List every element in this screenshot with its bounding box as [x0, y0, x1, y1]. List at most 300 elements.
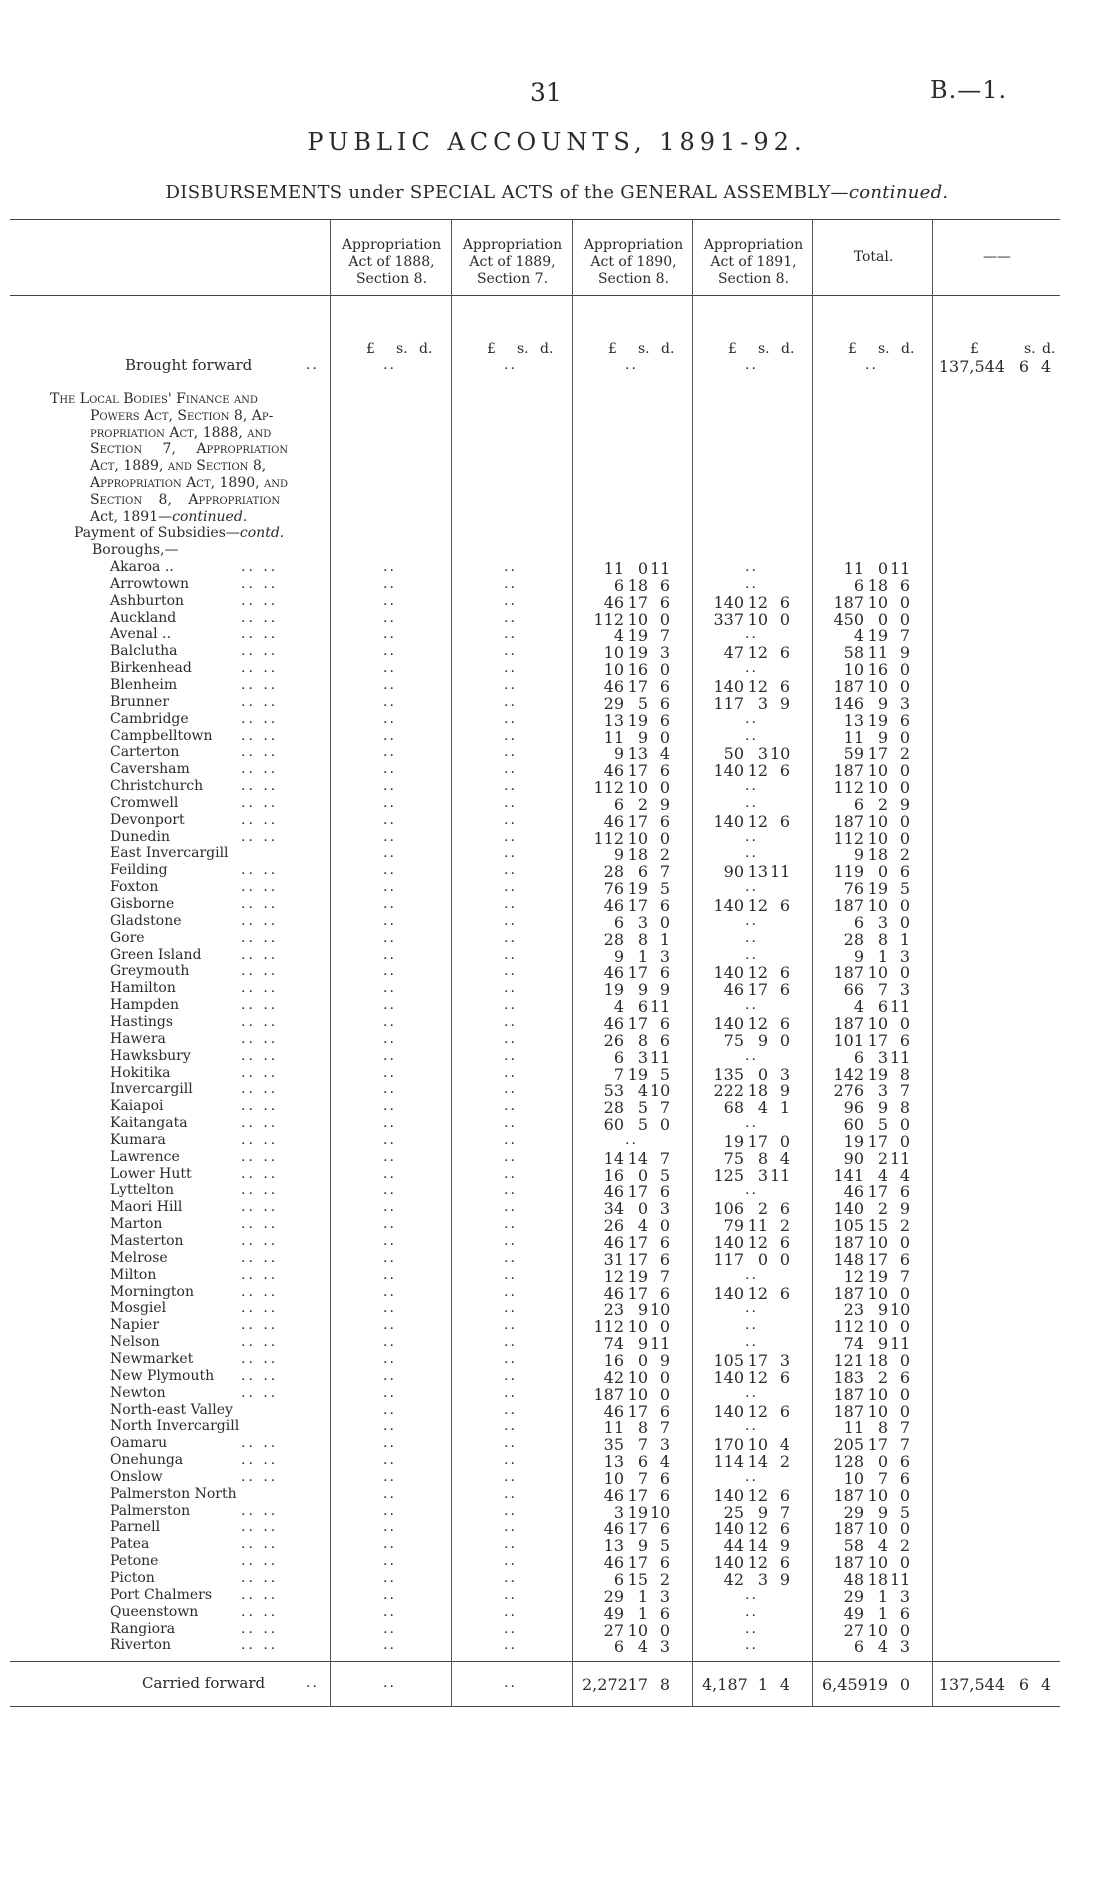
shillings-value: 19: [627, 1266, 648, 1286]
borough-name: Hamilton: [110, 980, 176, 997]
pounds-value: 146: [833, 693, 864, 713]
leader-dots: .. ..: [241, 1502, 279, 1519]
pounds-value: 4: [853, 997, 864, 1017]
borough-name: Masterton: [110, 1233, 184, 1249]
pounds-value: 187: [833, 1384, 864, 1404]
borough-name: Parnell: [110, 1519, 161, 1536]
shillings-value: 17: [627, 1553, 648, 1573]
pounds-value: 106: [713, 1199, 744, 1219]
empty-cell-dots: ..: [383, 575, 396, 592]
empty-cell-dots: ..: [383, 845, 396, 862]
empty-cell-dots: ..: [383, 1081, 396, 1098]
pence-value: 3: [899, 1637, 910, 1657]
amount-1890: [582, 1216, 682, 1236]
pounds-value: 187: [833, 1233, 864, 1252]
shilling-unit: s.: [396, 341, 408, 357]
empty-cell-dots: ..: [383, 1675, 396, 1691]
shillings-value: 4: [757, 1098, 768, 1118]
empty-cell-dots: ..: [383, 1013, 396, 1030]
amount-1890: [582, 1065, 682, 1082]
borough-name: Melrose: [110, 1249, 168, 1266]
pence-value: 6: [659, 575, 670, 595]
empty-cell-dots: ..: [383, 946, 396, 963]
amount-1890: [582, 1604, 682, 1621]
pounds-value: 9: [613, 845, 624, 865]
pounds-value: 26: [603, 1030, 624, 1050]
act-heading-line: propriation Act, 1888, and: [90, 424, 272, 441]
amount-1890: [582, 1385, 682, 1402]
empty-cell-dots: ..: [504, 693, 517, 710]
pence-value: 6: [779, 592, 790, 612]
amount-1890: [582, 1199, 682, 1219]
shillings-value: 12: [747, 1283, 768, 1303]
leader-dots: .. ..: [241, 1013, 279, 1030]
leader-dots: .. ..: [241, 1030, 279, 1047]
pounds-value: 112: [833, 828, 864, 848]
pounds-value: 135: [713, 1064, 744, 1084]
empty-cell-dots: ..: [383, 1131, 396, 1148]
pounds-value: 58: [843, 1536, 864, 1556]
empty-cell-dots: ..: [383, 1384, 396, 1401]
pence-value: 8: [659, 1675, 670, 1694]
empty-cell-dots: ..: [504, 811, 517, 828]
amount-total: [822, 1469, 922, 1486]
pence-value: 7: [899, 1435, 910, 1455]
leader-dots: .. ..: [241, 1350, 279, 1367]
borough-name: Hawera: [110, 1030, 166, 1047]
amount-1891: [702, 1250, 802, 1267]
amount-1890: [582, 947, 682, 964]
empty-cell-dots: ..: [745, 1115, 758, 1132]
subtitle-main: DISBURSEMENTS under SPECIAL ACTS of the GENERAL ASSEMBLY—: [165, 182, 849, 203]
pence-value: 0: [659, 727, 670, 747]
pounds-value: 140: [713, 896, 744, 915]
leader-dots: .. ..: [241, 1384, 279, 1401]
pounds-value: 16: [603, 1165, 624, 1185]
shillings-value: 17: [627, 1519, 648, 1539]
pounds-value: 105: [833, 1216, 864, 1236]
borough-name: Palmerston: [110, 1502, 191, 1519]
pounds-value: 44: [723, 1536, 744, 1556]
pence-value: 9: [779, 693, 790, 713]
amount-1890: [582, 930, 682, 947]
amount-1890: [582, 744, 682, 764]
empty-cell-dots: ..: [504, 1570, 517, 1586]
shillings-value: 10: [867, 1384, 888, 1404]
shillings-value: 0: [877, 862, 888, 882]
pounds-value: 6: [853, 1637, 864, 1657]
amount-1890: [582, 1435, 682, 1455]
empty-cell-dots: ..: [504, 1047, 517, 1064]
pence-value: 2: [899, 1536, 910, 1556]
pence-value: 0: [779, 1030, 790, 1050]
empty-cell-dots: ..: [383, 1266, 396, 1283]
amount-total: [822, 1098, 922, 1118]
pence-value: 0: [899, 828, 910, 848]
pounds-value: 46: [723, 980, 744, 1000]
pence-value: 3: [659, 946, 670, 966]
pence-value: 11: [770, 1165, 791, 1185]
pence-value: 9: [899, 1199, 910, 1219]
empty-cell-dots: ..: [383, 1603, 396, 1620]
pence-value: 11: [890, 1334, 911, 1354]
pence-value: 0: [899, 761, 910, 781]
pence-value: 0: [899, 676, 910, 696]
shillings-value: 2: [877, 1199, 888, 1219]
pence-value: 6: [659, 1013, 670, 1033]
amount-1890: [582, 1031, 682, 1048]
pounds-value: 183: [833, 1367, 864, 1387]
shillings-value: 12: [747, 643, 768, 663]
leader-dots: ..: [306, 1675, 319, 1691]
pounds-value: 140: [713, 1519, 744, 1539]
shillings-value: 12: [747, 592, 768, 612]
carried-forward-grand: [938, 1675, 1056, 1692]
empty-cell-dots: ..: [745, 1384, 758, 1401]
pound-unit: £: [608, 341, 617, 357]
pence-value: 6: [779, 980, 790, 1000]
borough-name: Milton: [110, 1266, 157, 1283]
leader-dots: .. ..: [241, 1148, 279, 1165]
leader-dots: .. ..: [241, 592, 279, 609]
empty-cell-dots: ..: [383, 1047, 396, 1064]
leader-dots: .. ..: [241, 643, 279, 660]
subsidies-heading-text: Payment of Subsidies—: [74, 525, 240, 541]
amount-total: [822, 1587, 922, 1604]
empty-cell-dots: ..: [383, 1536, 396, 1553]
shillings-value: 3: [757, 1570, 768, 1589]
boroughs-heading: Boroughs,—: [92, 542, 179, 558]
shillings-value: 18: [867, 575, 888, 595]
shillings-value: 17: [747, 1350, 768, 1370]
shillings-value: 9: [637, 727, 648, 747]
shillings-value: 7: [877, 980, 888, 1000]
shillings-value: 6: [637, 862, 648, 882]
amount-total: [822, 660, 922, 680]
pence-value: 0: [899, 1350, 910, 1370]
shillings-value: 12: [747, 896, 768, 915]
empty-cell-dots: ..: [383, 794, 396, 811]
pounds-value: 187: [833, 761, 864, 781]
pounds-value: 46: [843, 1182, 864, 1202]
amount-1890: [582, 1317, 682, 1337]
empty-cell-dots: ..: [504, 997, 517, 1014]
empty-cell-dots: ..: [383, 811, 396, 828]
shillings-value: 11: [867, 643, 888, 663]
amount-1890: [582, 677, 682, 694]
amount-1891: [702, 1536, 802, 1556]
shillings-value: 9: [877, 693, 888, 713]
pounds-value: 19: [603, 980, 624, 1000]
pence-value: 11: [650, 1047, 671, 1067]
pence-value: 7: [899, 1266, 910, 1286]
shillings-value: 10: [867, 676, 888, 696]
pounds-value: 13: [603, 1536, 624, 1556]
leader-dots: .. ..: [241, 575, 279, 592]
leader-dots: .. ..: [241, 997, 279, 1014]
shillings-value: 10: [867, 761, 888, 781]
pence-value: 0: [779, 1249, 790, 1269]
shillings-value: 8: [637, 1030, 648, 1050]
pence-unit: d.: [419, 341, 433, 357]
pounds-value: 222: [713, 1081, 744, 1101]
empty-cell-dots: ..: [383, 912, 396, 929]
empty-cell-dots: ..: [504, 1300, 517, 1317]
pence-value: 8: [899, 1064, 910, 1084]
empty-cell-dots: ..: [504, 1620, 517, 1637]
pence-value: 0: [899, 1553, 910, 1573]
shillings-value: 17: [627, 963, 648, 983]
empty-cell-dots: ..: [504, 1115, 517, 1132]
shillings-value: 12: [747, 1367, 768, 1387]
empty-cell-dots: ..: [504, 946, 517, 963]
shillings-value: 3: [757, 693, 768, 713]
shillings-value: 10: [627, 1620, 648, 1640]
empty-cell-dots: ..: [383, 896, 396, 912]
pounds-value: 47: [723, 643, 744, 663]
amount-1891: [702, 1284, 802, 1301]
empty-cell-dots: ..: [504, 592, 517, 609]
amount-1891: [702, 1065, 802, 1082]
empty-cell-dots: ..: [504, 1367, 517, 1384]
empty-cell-dots: ..: [504, 1148, 517, 1165]
shillings-value: 12: [747, 811, 768, 831]
shillings-value: 5: [637, 1098, 648, 1118]
shillings-value: 12: [747, 1401, 768, 1421]
pence-value: 2: [779, 1452, 790, 1472]
pence-unit: d.: [901, 341, 915, 357]
empty-cell-dots: ..: [383, 1249, 396, 1266]
empty-cell-dots: ..: [383, 1418, 396, 1435]
pence-value: 1: [659, 929, 670, 949]
amount-total: [822, 963, 922, 983]
pence-value: 2: [899, 744, 910, 764]
empty-cell-dots: ..: [383, 1115, 396, 1132]
shillings-value: 15: [867, 1216, 888, 1236]
shilling-unit: s.: [517, 341, 529, 357]
amount-1890: [582, 728, 682, 745]
page-reference: B.—1.: [930, 76, 1008, 104]
shillings-value: 9: [637, 980, 648, 1000]
empty-cell-dots: ..: [504, 1249, 517, 1266]
shillings-value: 12: [747, 676, 768, 696]
pence-value: 0: [659, 660, 670, 680]
empty-cell-dots: ..: [383, 1637, 396, 1654]
amount-total: [822, 761, 922, 781]
leader-dots: .. ..: [241, 1468, 279, 1485]
amount-total: [822, 1300, 922, 1320]
amount-total: [822, 1536, 922, 1556]
page-number: 31: [530, 78, 562, 107]
empty-cell-dots: ..: [383, 761, 396, 778]
pounds-value: 187: [833, 1283, 864, 1303]
amount-1890: [582, 1098, 682, 1118]
pence-value: 3: [779, 1350, 790, 1370]
pence-value: 6: [659, 1468, 670, 1488]
leader-dots: .. ..: [241, 828, 279, 845]
empty-cell-dots: ..: [383, 676, 396, 693]
pence-value: 10: [650, 1502, 671, 1522]
shillings-value: 18: [747, 1081, 768, 1101]
shillings-value: 10: [867, 1233, 888, 1252]
amount-1890: [582, 1115, 682, 1135]
pence-value: 6: [659, 1233, 670, 1252]
amount-total: [822, 1115, 922, 1135]
empty-cell-dots: ..: [504, 1468, 517, 1485]
pence-unit: d.: [1042, 341, 1056, 357]
pence-value: 5: [659, 879, 670, 899]
pence-value: 0: [659, 912, 670, 932]
pence-value: 6: [899, 575, 910, 595]
pounds-value: 74: [843, 1334, 864, 1354]
shillings-value: 8: [637, 929, 648, 949]
amount-1890: [582, 1166, 682, 1183]
pounds-value: 42: [603, 1367, 624, 1387]
amount-1890: [582, 610, 682, 627]
pence-value: 9: [779, 1081, 790, 1101]
leader-dots: .. ..: [241, 1081, 279, 1098]
pence-value: 6: [899, 1468, 910, 1488]
pence-unit: d.: [781, 341, 795, 357]
empty-cell-dots: ..: [504, 862, 517, 879]
pounds-value: 112: [593, 778, 624, 798]
table-bottom-rule: [10, 1706, 1060, 1707]
shillings-value: 10: [627, 1367, 648, 1387]
borough-name: Carterton: [110, 744, 180, 761]
amount-total: [822, 1065, 922, 1082]
shilling-unit: s.: [1024, 341, 1036, 357]
shillings-value: 10: [867, 1485, 888, 1505]
empty-cell-dots: ..: [383, 1064, 396, 1081]
pence-value: 6: [779, 1367, 790, 1387]
pounds-value: 35: [603, 1435, 624, 1455]
pounds-value: 11: [603, 559, 624, 578]
pounds-value: 2,272: [582, 1675, 628, 1694]
pence-value: 9: [659, 1350, 670, 1370]
pence-value: 0: [899, 1384, 910, 1404]
empty-cell-dots: ..: [383, 744, 396, 761]
leader-dots: .. ..: [241, 1553, 279, 1570]
pounds-value: 187: [833, 963, 864, 983]
pence-value: 4: [779, 1675, 790, 1694]
empty-cell-dots: ..: [383, 1283, 396, 1300]
empty-cell-dots: ..: [745, 357, 758, 373]
borough-name: Rangiora: [110, 1620, 176, 1637]
pounds-value: 31: [603, 1249, 624, 1269]
shillings-value: 6: [1018, 1675, 1029, 1694]
pounds-value: 16: [603, 1350, 624, 1370]
pounds-value: 140: [713, 1013, 744, 1033]
borough-name: East Invercargill: [110, 845, 229, 862]
leader-dots: .. ..: [241, 929, 279, 946]
pence-value: 0: [899, 1675, 910, 1694]
shillings-value: 18: [627, 845, 648, 865]
pence-value: 11: [890, 559, 911, 578]
pence-value: 9: [899, 794, 910, 814]
shillings-value: 17: [747, 1131, 768, 1151]
amount-total: [822, 1284, 922, 1301]
empty-cell-dots: ..: [504, 1131, 517, 1148]
leader-dots: .. ..: [241, 1603, 279, 1620]
amount-total: [822, 980, 922, 1000]
shillings-value: 17: [867, 1435, 888, 1455]
shillings-value: 10: [627, 828, 648, 848]
borough-name: Hawksbury: [110, 1047, 191, 1064]
borough-name: Kumara: [110, 1131, 166, 1148]
amount-total: [822, 829, 922, 846]
pence-value: 2: [899, 1216, 910, 1236]
borough-name: Ashburton: [110, 592, 185, 609]
pence-value: 6: [899, 710, 910, 730]
empty-cell-dots: ..: [383, 1148, 396, 1165]
shillings-value: 18: [867, 1350, 888, 1370]
pence-value: 11: [890, 1570, 911, 1589]
shillings-value: 10: [867, 1620, 888, 1640]
shillings-value: 1: [637, 1586, 648, 1606]
pence-value: 5: [899, 1502, 910, 1522]
empty-cell-dots: ..: [504, 879, 517, 896]
shillings-value: 2: [757, 1199, 768, 1219]
amount-1890: [582, 913, 682, 930]
amount-1890: [582, 711, 682, 728]
amount-1890: [582, 643, 682, 663]
leader-dots: .. ..: [241, 862, 279, 879]
leader-dots: .. ..: [241, 1283, 279, 1300]
pounds-value: 46: [603, 1283, 624, 1303]
shillings-value: 0: [877, 1452, 888, 1472]
pounds-value: 49: [603, 1603, 624, 1623]
empty-cell-dots: ..: [745, 1047, 758, 1064]
shillings-value: 17: [867, 1131, 888, 1151]
leader-dots: .. ..: [241, 1131, 279, 1148]
borough-name: Gore: [110, 929, 145, 946]
pence-value: 0: [899, 811, 910, 831]
pence-value: 3: [659, 1435, 670, 1455]
shillings-value: 17: [627, 1401, 648, 1421]
shillings-value: 17: [867, 744, 888, 764]
amount-total: [822, 1250, 922, 1267]
pounds-value: 66: [843, 980, 864, 1000]
shillings-value: 19: [867, 626, 888, 646]
amount-total: [822, 778, 922, 798]
pence-value: 0: [659, 609, 670, 629]
shillings-value: 2: [877, 1367, 888, 1387]
borough-name: Avenal ..: [110, 626, 171, 643]
leader-dots: .. ..: [241, 676, 279, 693]
empty-cell-dots: ..: [383, 1586, 396, 1603]
pounds-value: 6: [613, 1570, 624, 1589]
pounds-value: 60: [843, 1115, 864, 1135]
pounds-value: 4: [613, 997, 624, 1017]
shillings-value: 17: [627, 1249, 648, 1269]
shillings-value: 8: [877, 929, 888, 949]
pounds-value: 187: [593, 1384, 624, 1404]
pounds-value: 96: [843, 1098, 864, 1118]
borough-name: Patea: [110, 1536, 150, 1553]
amount-1891: [702, 980, 802, 1000]
pounds-value: 13: [603, 1452, 624, 1472]
borough-name: Gisborne: [110, 896, 175, 912]
pence-value: 6: [779, 1199, 790, 1219]
shillings-value: 12: [747, 1013, 768, 1033]
borough-name: Invercargill: [110, 1081, 193, 1098]
leader-dots: .. ..: [241, 811, 279, 828]
empty-cell-dots: ..: [745, 845, 758, 862]
act-heading-line: Appropriation Act, 1890, and: [90, 474, 289, 491]
pence-value: 6: [779, 1553, 790, 1573]
leader-dots: .. ..: [241, 1586, 279, 1603]
empty-cell-dots: ..: [504, 1536, 517, 1553]
